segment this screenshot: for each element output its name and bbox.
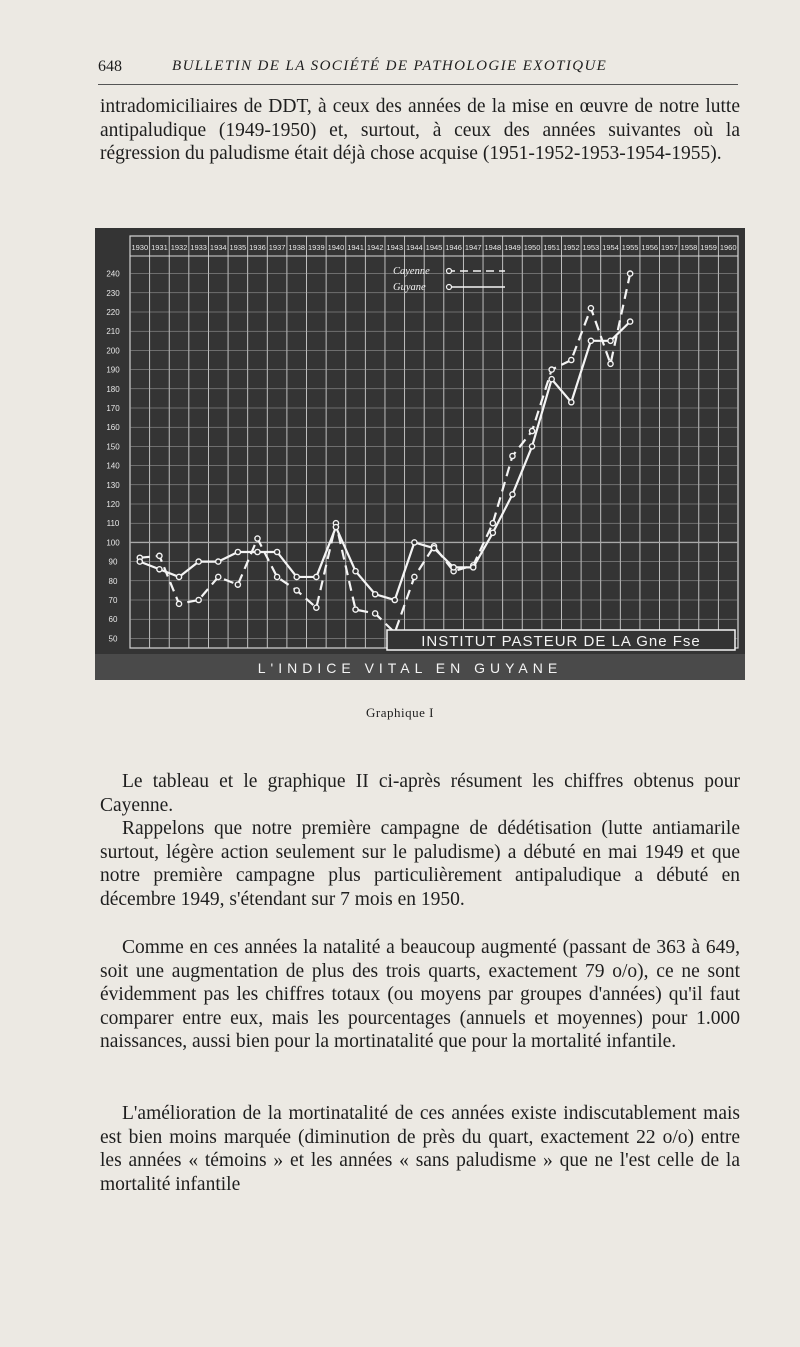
data-point-cayenne bbox=[373, 611, 378, 616]
figure-graphique-1 bbox=[95, 228, 745, 680]
y-tick-label: 110 bbox=[106, 519, 120, 529]
x-tick-label: 1934 bbox=[209, 243, 227, 252]
data-point-cayenne bbox=[628, 271, 633, 276]
figure-caption: Graphique I bbox=[366, 705, 434, 720]
data-point-cayenne bbox=[235, 582, 240, 587]
chart-frame bbox=[130, 236, 738, 648]
data-point-cayenne bbox=[529, 428, 534, 433]
chart-subtitle: L'INDICE VITAL EN GUYANE bbox=[257, 660, 563, 676]
data-point-cayenne bbox=[588, 306, 593, 311]
y-tick-label: 210 bbox=[106, 327, 120, 337]
data-point-guyane bbox=[333, 524, 338, 529]
data-point-guyane bbox=[137, 559, 142, 564]
data-point-guyane bbox=[274, 549, 279, 554]
line-chart bbox=[95, 228, 745, 680]
data-point-cayenne bbox=[353, 607, 358, 612]
data-point-guyane bbox=[176, 574, 181, 579]
data-point-cayenne bbox=[549, 367, 554, 372]
y-tick-label: 170 bbox=[106, 404, 120, 413]
x-tick-label: 1940 bbox=[327, 243, 345, 252]
data-point-guyane bbox=[196, 559, 201, 564]
y-tick-label: 70 bbox=[108, 596, 118, 605]
data-point-guyane bbox=[628, 319, 633, 324]
paragraph-5: L'amélioration de la mortinatalité de ces années existe indiscutablement mais est bien moins marquée (diminution de près du quart, exactement 22 o/o) entre les années « témoins » et les années « sans paludisme » que ne l'est celle de la mortalité infantile bbox=[100, 1103, 740, 1195]
data-point-cayenne bbox=[490, 521, 495, 526]
y-tick-label: 140 bbox=[106, 461, 120, 471]
data-point-guyane bbox=[549, 377, 554, 382]
data-point-cayenne bbox=[412, 574, 417, 579]
y-tick-label: 230 bbox=[106, 288, 120, 298]
x-tick-label: 1945 bbox=[425, 243, 443, 252]
data-point-guyane bbox=[569, 400, 574, 405]
y-tick-label: 90 bbox=[108, 557, 118, 567]
banner-text: INSTITUT PASTEUR DE LA Gne Fse bbox=[421, 633, 701, 650]
data-point-guyane bbox=[373, 592, 378, 597]
data-point-guyane bbox=[412, 540, 417, 545]
y-tick-label: 190 bbox=[106, 365, 120, 375]
data-point-cayenne bbox=[216, 574, 221, 579]
data-point-guyane bbox=[235, 549, 240, 554]
data-point-cayenne bbox=[294, 588, 299, 593]
x-tick-label: 1943 bbox=[386, 243, 404, 252]
data-point-guyane bbox=[157, 567, 162, 572]
data-point-cayenne bbox=[274, 574, 279, 579]
data-point-guyane bbox=[608, 338, 613, 343]
data-point-cayenne bbox=[176, 601, 181, 606]
data-point-guyane bbox=[510, 492, 515, 497]
x-tick-label: 1935 bbox=[229, 243, 247, 252]
y-tick-label: 240 bbox=[106, 269, 120, 279]
data-point-guyane bbox=[451, 565, 456, 570]
data-point-cayenne bbox=[608, 361, 613, 366]
y-tick-label: 100 bbox=[106, 538, 120, 548]
data-point-guyane bbox=[392, 597, 397, 602]
x-tick-label: 1931 bbox=[151, 243, 168, 252]
x-tick-label: 1941 bbox=[347, 243, 364, 252]
running-title: BULLETIN DE LA SOCIÉTÉ DE PATHOLOGIE EXOTIQUE bbox=[172, 58, 608, 74]
data-point-guyane bbox=[353, 569, 358, 574]
y-tick-label: 160 bbox=[106, 423, 120, 433]
x-tick-label: 1942 bbox=[366, 243, 384, 252]
y-tick-label: 150 bbox=[106, 442, 120, 452]
paragraph-4: Comme en ces années la natalité a beaucoup augmenté (passant de 363 à 649, soit une augmentation de plus des trois quarts, exactement 79 o/o), ce ne sont évidemment pas les chiffres totaux (ou moyens par groupes d'années) qu'il faut comparer entre eux, mais les pourcentages (annuels et moyennes) pour 1.000 naissances, aussi bien pour la mortinatalité que pour la mortalité infantile. bbox=[100, 937, 740, 1052]
paragraph-2: Le tableau et le graphique II ci-après résument les chiffres obtenus pour Cayenne. bbox=[100, 771, 740, 816]
x-tick-label: 1957 bbox=[661, 243, 678, 252]
x-tick-label: 1956 bbox=[641, 243, 659, 252]
data-point-guyane bbox=[314, 574, 319, 579]
x-tick-label: 1932 bbox=[170, 243, 188, 252]
x-tick-label: 1938 bbox=[288, 243, 306, 252]
x-tick-label: 1936 bbox=[249, 243, 266, 252]
page-header bbox=[98, 54, 738, 85]
legend-label: Cayenne bbox=[393, 266, 430, 277]
data-point-cayenne bbox=[157, 553, 162, 558]
paragraph-1: intradomiciliaires de DDT, à ceux des années de la mise en œuvre de notre lutte antipaludique (1949-1950) et, surtout, à ceux des années suivantes où la régression du paludisme était déjà chose acquise (1951-1952-1953-1954-1955). bbox=[100, 96, 740, 164]
x-tick-label: 1954 bbox=[602, 243, 619, 252]
y-tick-label: 80 bbox=[108, 576, 118, 586]
y-tick-label: 120 bbox=[106, 500, 120, 509]
x-tick-label: 1933 bbox=[190, 243, 207, 252]
data-point-guyane bbox=[255, 549, 260, 554]
y-tick-label: 200 bbox=[106, 346, 120, 356]
y-tick-label: 50 bbox=[108, 634, 118, 644]
x-tick-label: 1955 bbox=[621, 243, 639, 252]
x-tick-label: 1960 bbox=[719, 243, 737, 252]
legend-marker bbox=[447, 269, 452, 274]
x-tick-label: 1944 bbox=[406, 243, 423, 252]
data-point-guyane bbox=[216, 559, 221, 564]
data-point-cayenne bbox=[196, 597, 201, 602]
x-tick-label: 1949 bbox=[504, 243, 521, 252]
x-tick-label: 1939 bbox=[307, 243, 325, 252]
x-tick-label: 1950 bbox=[523, 243, 541, 252]
y-tick-label: 60 bbox=[108, 615, 118, 625]
x-tick-label: 1930 bbox=[131, 243, 149, 252]
page-number: 648 bbox=[98, 58, 122, 75]
x-tick-label: 1947 bbox=[464, 243, 482, 252]
x-tick-label: 1937 bbox=[268, 243, 286, 252]
data-point-cayenne bbox=[314, 605, 319, 610]
data-point-guyane bbox=[588, 338, 593, 343]
x-tick-label: 1951 bbox=[543, 243, 561, 252]
x-tick-label: 1948 bbox=[484, 243, 502, 252]
x-tick-label: 1959 bbox=[700, 243, 717, 252]
legend-marker bbox=[447, 285, 452, 290]
data-point-guyane bbox=[431, 546, 436, 551]
y-tick-label: 180 bbox=[106, 384, 120, 394]
paragraph-3: Rappelons que notre première campagne de dédétisation (lutte antiamarile surtout, légère action seulement sur le paludisme) a débuté en mai 1949 et que notre première campagne plus particulièrement antipaludique a débuté en décembre 1949, s'étendant sur 7 mois en 1950. bbox=[100, 818, 740, 910]
y-tick-label: 130 bbox=[106, 480, 120, 490]
data-point-guyane bbox=[294, 574, 299, 579]
data-point-cayenne bbox=[569, 357, 574, 362]
x-tick-label: 1958 bbox=[680, 243, 698, 252]
x-tick-label: 1946 bbox=[445, 243, 462, 252]
x-tick-label: 1953 bbox=[582, 243, 600, 252]
x-tick-label: 1952 bbox=[562, 243, 580, 252]
data-point-guyane bbox=[471, 565, 476, 570]
data-point-guyane bbox=[529, 444, 534, 449]
data-point-cayenne bbox=[510, 453, 515, 458]
data-point-guyane bbox=[490, 530, 495, 535]
y-tick-label: 220 bbox=[106, 308, 120, 317]
data-point-cayenne bbox=[255, 536, 260, 541]
legend-label: Guyane bbox=[393, 282, 426, 293]
